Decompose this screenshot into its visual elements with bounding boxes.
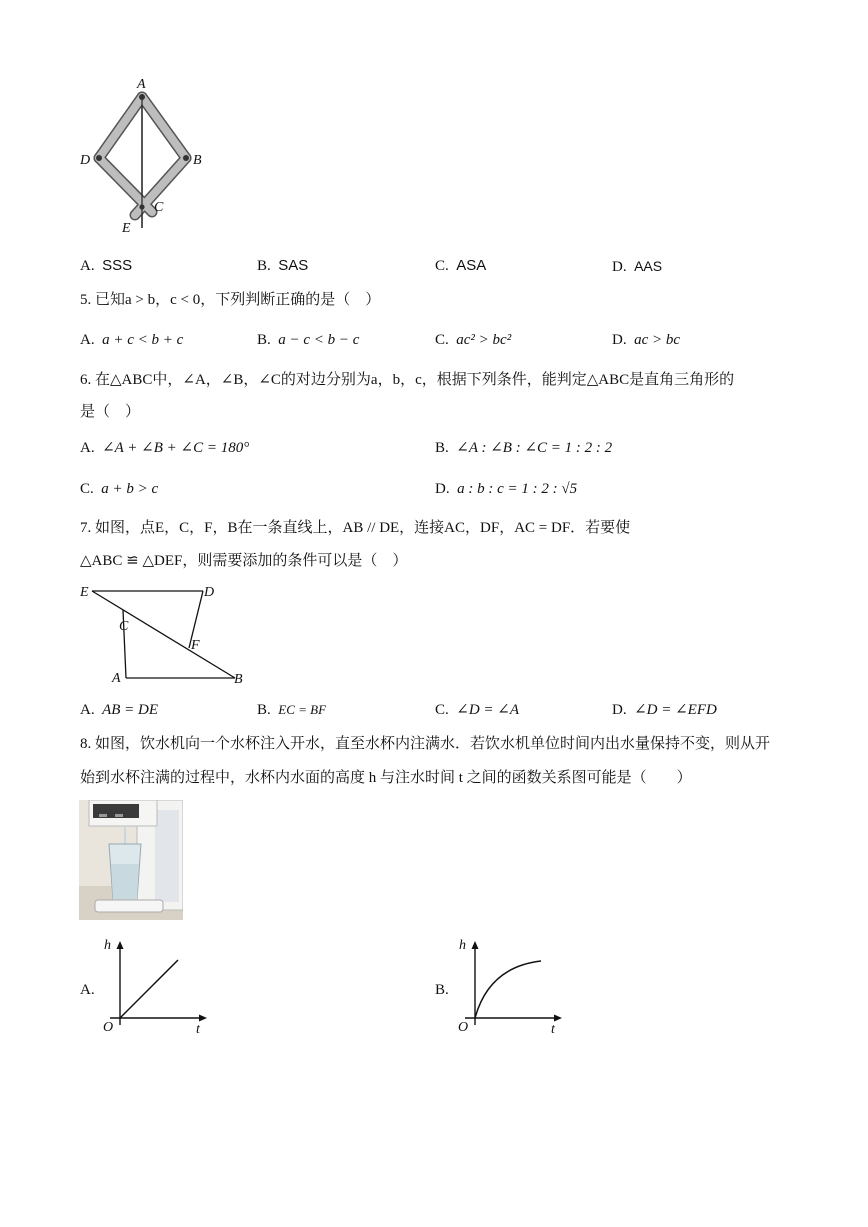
q8-stem-line1: 8. 如图，饮水机向一个水杯注入开水，直至水杯内注满水．若饮水机单位时间内出水量保持不变，则从开	[80, 736, 771, 752]
label-C: C	[119, 619, 129, 634]
q8-stem-line2: 始到水杯注满的过程中，水杯内水面的高度 h 与注水时间 t 之间的函数关系图可能是（ ）	[80, 770, 692, 786]
graph-a-t: t	[196, 1022, 200, 1037]
q5-option-b[interactable]: B. a − c < b − c	[257, 332, 360, 348]
label-B: B	[234, 672, 243, 687]
q6-stem-line1: 6. 在△ABC中，∠A，∠B，∠C的对边分别为a，b，c，根据下列条件，能判定△ABC是直角三角形的	[80, 372, 735, 388]
q8-graph-a[interactable]	[98, 935, 216, 1037]
label-E: E	[80, 585, 89, 600]
q7-option-a[interactable]: A. AB = DE	[80, 702, 159, 718]
label-D: D	[80, 153, 91, 168]
q8-graph-b[interactable]	[453, 935, 571, 1037]
q6-option-c[interactable]: C. a + b > c	[80, 481, 159, 497]
water-dispenser-image	[79, 800, 183, 920]
q5-option-c[interactable]: C. ac² > bc²	[435, 332, 512, 348]
q5-option-a[interactable]: A. a + c < b + c	[80, 332, 184, 348]
label-C: C	[154, 200, 164, 215]
q4-option-d[interactable]: D. AAS	[612, 258, 663, 275]
q6-option-b[interactable]: B. ∠A : ∠B : ∠C = 1 : 2 : 2	[435, 440, 613, 456]
q8-graph-b-label[interactable]: B.	[435, 982, 449, 998]
q6-stem-line2: 是（ ）	[80, 404, 141, 420]
q4-rhombus-figure	[70, 70, 220, 240]
q5-option-d[interactable]: D. ac > bc	[612, 332, 681, 348]
q7-option-c[interactable]: C. ∠D = ∠A	[435, 702, 520, 718]
q6-option-d[interactable]: D. a : b : c = 1 : 2 : √5	[435, 481, 578, 497]
label-E: E	[122, 221, 131, 236]
graph-b-origin: O	[458, 1020, 469, 1035]
q4-option-c[interactable]: C. ASA	[435, 257, 487, 274]
label-A: A	[112, 671, 121, 686]
label-F: F	[191, 638, 200, 653]
graph-a-h: h	[104, 938, 111, 953]
q7-option-b[interactable]: B. EC = BF	[257, 702, 327, 718]
q7-stem-line2: △ABC ≌ △DEF，则需要添加的条件可以是（ ）	[80, 553, 408, 569]
label-A: A	[137, 77, 146, 92]
graph-b-t: t	[551, 1022, 555, 1037]
q6-option-a[interactable]: A. ∠A + ∠B + ∠C = 180°	[80, 440, 250, 456]
q7-triangle-figure	[70, 578, 260, 688]
graph-b-h: h	[459, 938, 466, 953]
q4-option-a[interactable]: A. SSS	[80, 257, 133, 274]
label-D: D	[204, 585, 215, 600]
q5-stem: 5. 已知a > b，c < 0，下列判断正确的是（ ）	[80, 292, 381, 308]
q8-graph-a-label[interactable]: A.	[80, 982, 95, 998]
label-B: B	[193, 153, 202, 168]
q7-stem-line1: 7. 如图，点E，C，F，B在一条直线上，AB // DE，连接AC，DF，AC = DF．若要使	[80, 520, 631, 536]
q4-option-b[interactable]: B. SAS	[257, 257, 309, 274]
q7-option-d[interactable]: D. ∠D = ∠EFD	[612, 702, 717, 718]
graph-a-origin: O	[103, 1020, 114, 1035]
